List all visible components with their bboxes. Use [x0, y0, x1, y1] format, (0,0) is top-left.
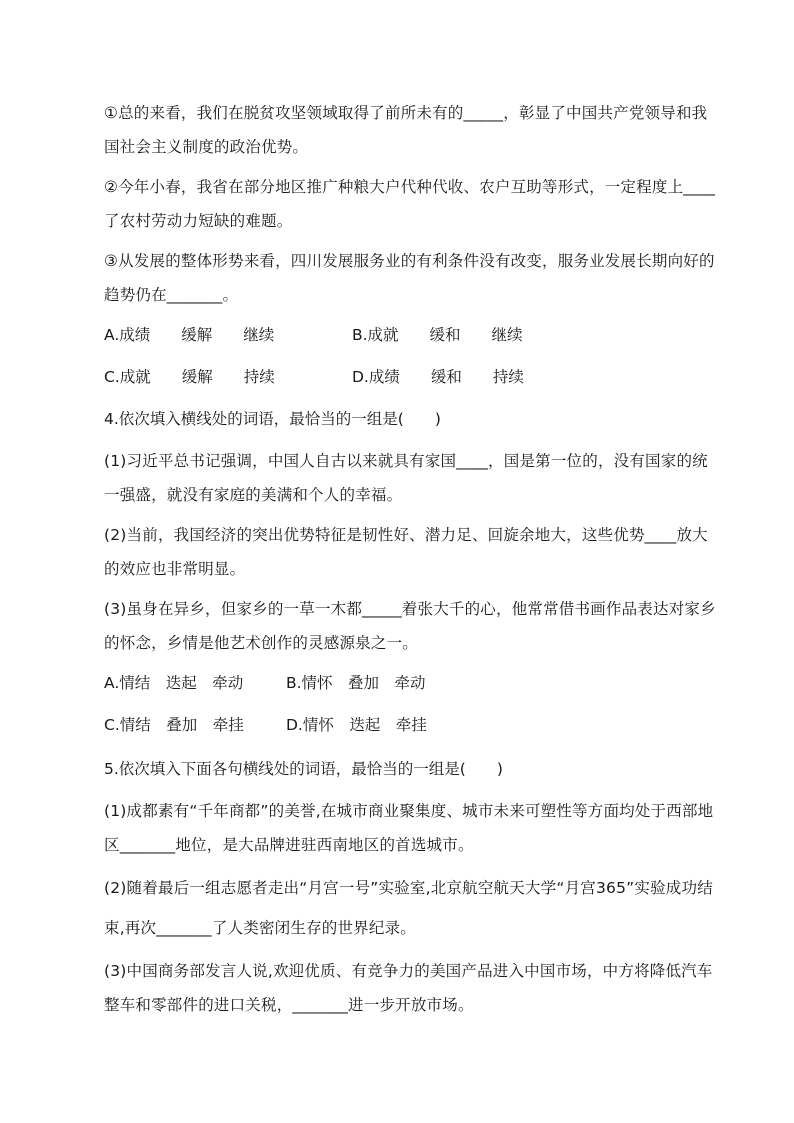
q3-option-d: D.成绩 缓和 持续 — [352, 368, 524, 386]
q4-sentence-3-text: (3)虽身在异乡，但家乡的一草一木都_____着张大千的心，他常常借书画作品表达对家乡的怀念，乡情是他艺术创作的灵感源泉之一。 — [104, 600, 716, 652]
q3-sentence-3-text: ③从发展的整体形势来看，四川发展服务业的有利条件没有改变，服务业发展长期向好的趋势仍在_______。 — [104, 252, 715, 304]
q4-option-d: D.情怀 迭起 牵挂 — [286, 716, 427, 734]
q4-options-row-2 — [104, 708, 722, 742]
q4-option-b: B.情怀 叠加 牵动 — [286, 674, 426, 692]
q3-sentence-1-text: ①总的来看，我们在脱贫攻坚领域取得了前所未有的_____，彰显了中国共产党领导和我国社会主义制度的政治优势。 — [104, 104, 708, 156]
q5-sentence-3 — [104, 954, 722, 1022]
q3-sentence-1 — [104, 96, 722, 164]
q5-title: 5.依次填入下面各句横线处的词语，最恰当的一组是( ) — [104, 760, 503, 778]
q3-option-a: A.成绩 缓解 继续 — [104, 326, 275, 344]
q4-sentence-3 — [104, 592, 722, 660]
q4-sentence-2 — [104, 518, 722, 586]
q3-options-row-2 — [104, 360, 722, 394]
q3-options-row-1 — [104, 318, 722, 352]
q4-sentence-2-text: (2)当前，我国经济的突出优势特征是韧性好、潜力足、回旋余地大，这些优势____放大的效应也非常明显。 — [104, 526, 708, 578]
q3-sentence-3 — [104, 244, 722, 312]
q4-title: 4.依次填入横线处的词语，最恰当的一组是( ) — [104, 410, 441, 428]
q3-option-b: B.成就 缓和 继续 — [352, 326, 523, 344]
q4-sentence-1 — [104, 444, 722, 512]
q4-option-c: C.情结 叠加 牵挂 — [104, 716, 244, 734]
document-content — [104, 96, 722, 1028]
q5-sentence-1-text: (1)成都素有“千年商都”的美誉,在城市商业聚集度、城市未来可塑性等方面均处于西部地区_______地位，是大品牌进驻西南地区的首选城市。 — [104, 802, 714, 854]
q5-sentence-1 — [104, 794, 722, 862]
q5-sentence-3-text: (3)中国商务部发言人说,欢迎优质、有竞争力的美国产品进入中国市场，中方将降低汽车整车和零部件的进口关税，_______进一步开放市场。 — [104, 962, 713, 1014]
q5-sentence-2-text: (2)随着最后一组志愿者走出“月宫一号”实验室,北京航空航天大学“月宫365”实验成功结束,再次_______了人类密闭生存的世界纪录。 — [104, 879, 713, 937]
q3-sentence-2 — [104, 170, 722, 238]
q4-sentence-1-text: (1)习近平总书记强调，中国人自古以来就具有家国____，国是第一位的，没有国家的统一强盛，就没有家庭的美满和个人的幸福。 — [104, 452, 708, 504]
q5-sentence-2 — [104, 868, 722, 948]
q4-options-row-1 — [104, 666, 722, 700]
q4-option-a: A.情结 迭起 牵动 — [104, 674, 244, 692]
q3-option-c: C.成就 缓解 持续 — [104, 368, 275, 386]
q3-sentence-2-text: ②今年小春，我省在部分地区推广种粮大户代种代收、农户互助等形式，一定程度上____了农村劳动力短缺的难题。 — [104, 178, 716, 230]
